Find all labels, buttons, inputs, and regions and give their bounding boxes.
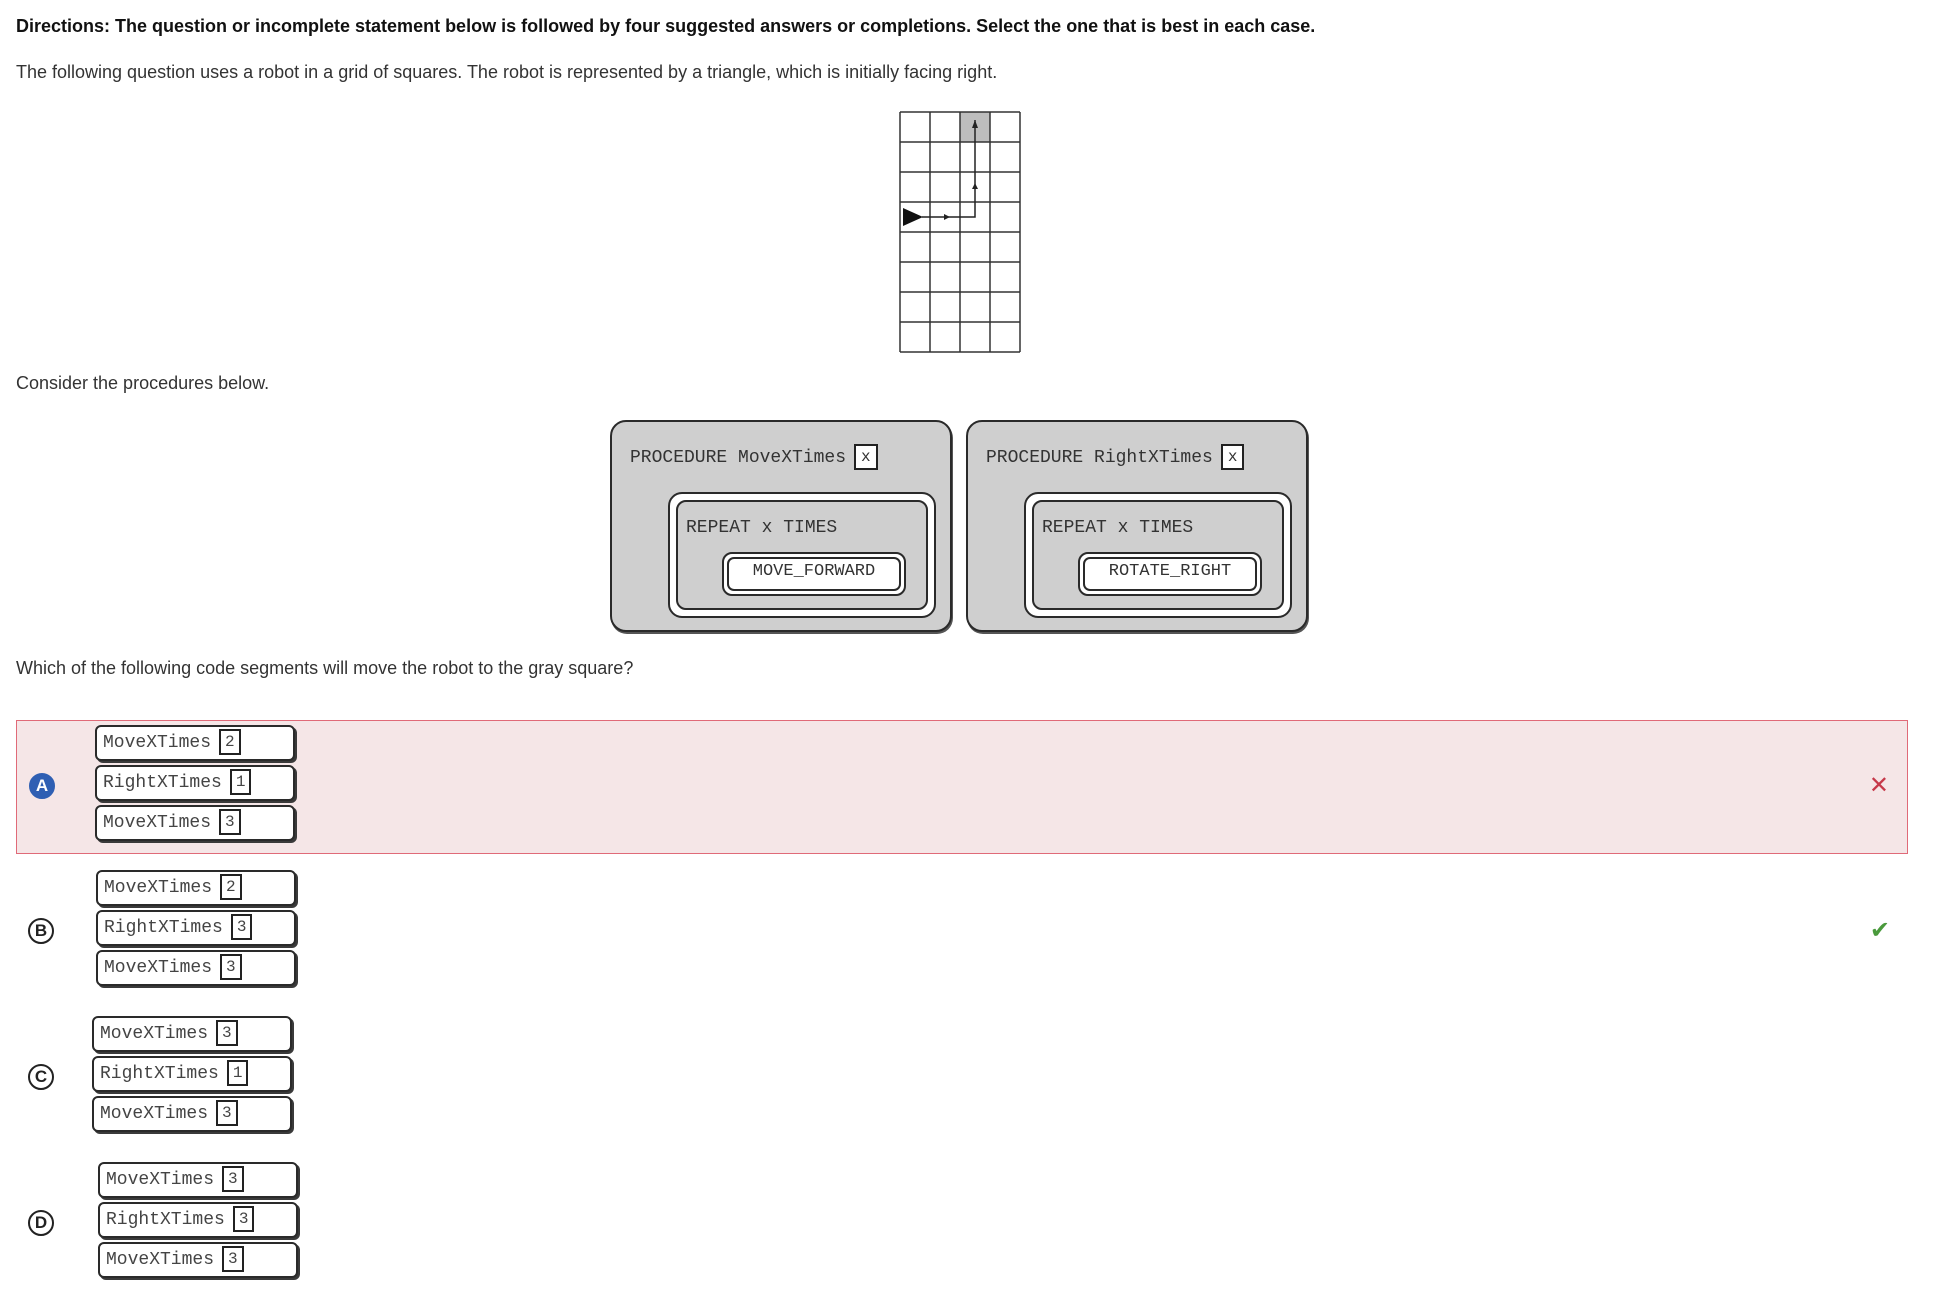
- option-c-radio[interactable]: C: [28, 1064, 54, 1090]
- argument-box: 1: [227, 1060, 249, 1086]
- code-line: RightXTimes 3: [98, 1202, 298, 1238]
- path-arrowhead: [972, 183, 978, 189]
- procedures-figure: [610, 420, 1310, 634]
- option-a[interactable]: [16, 720, 1908, 854]
- argument-box: 3: [220, 954, 242, 980]
- procedure-header: [986, 444, 1244, 470]
- directions-text: Directions: The question or incomplete statement below is followed by four suggested answers or completions. Select the one that is best in each case.: [16, 16, 1316, 36]
- procedure-rightxtimes: [966, 420, 1308, 632]
- consider-text: Consider the procedures below.: [16, 373, 270, 393]
- code-segment: [98, 1162, 298, 1282]
- code-line: MoveXTimes 2: [95, 725, 295, 761]
- argument-box: 3: [219, 809, 241, 835]
- argument-box: 3: [222, 1166, 244, 1192]
- intro-text: The following question uses a robot in a grid of squares. The robot is represented by a triangle, which is initially facing right.: [16, 62, 998, 82]
- robot-grid-figure: [898, 110, 1022, 359]
- command-block: [722, 552, 906, 596]
- code-segment: [92, 1016, 292, 1136]
- argument-box: 2: [220, 874, 242, 900]
- repeat-label: REPEAT x TIMES: [686, 518, 838, 538]
- argument-box: 2: [219, 729, 241, 755]
- code-line: MoveXTimes 2: [96, 870, 296, 906]
- procedure-name: PROCEDURE MoveXTimes: [630, 447, 847, 468]
- command-block: [1078, 552, 1262, 596]
- argument-box: 3: [216, 1100, 238, 1126]
- code-line: RightXTimes 1: [95, 765, 295, 801]
- option-d-radio[interactable]: D: [28, 1210, 54, 1236]
- option-a-radio[interactable]: A: [29, 773, 55, 799]
- code-line: MoveXTimes 3: [96, 950, 296, 986]
- procedure-name: PROCEDURE RightXTimes: [986, 447, 1213, 468]
- command-label: MOVE_FORWARD: [727, 557, 901, 591]
- repeat-label: REPEAT x TIMES: [1042, 518, 1194, 538]
- command-label: ROTATE_RIGHT: [1083, 557, 1257, 591]
- repeat-block: [668, 492, 936, 618]
- path-arrowhead: [944, 214, 950, 220]
- argument-box: 3: [233, 1206, 255, 1232]
- option-b[interactable]: [16, 866, 1908, 1000]
- procedure-movextimes: [610, 420, 952, 632]
- procedure-param: x: [854, 444, 878, 470]
- procedure-header: [630, 444, 878, 470]
- x-icon: ✕: [1868, 772, 1889, 799]
- argument-box: 3: [222, 1246, 244, 1272]
- question-text: Which of the following code segments will move the robot to the gray square?: [16, 658, 634, 678]
- code-line: MoveXTimes 3: [95, 805, 295, 841]
- code-line: MoveXTimes 3: [98, 1242, 298, 1278]
- option-b-radio[interactable]: B: [28, 918, 54, 944]
- option-d[interactable]: [16, 1158, 1908, 1292]
- check-icon: ✔: [1869, 917, 1890, 944]
- argument-box: 3: [231, 914, 253, 940]
- code-line: MoveXTimes 3: [98, 1162, 298, 1198]
- option-c[interactable]: [16, 1012, 1908, 1146]
- repeat-block: [1024, 492, 1292, 618]
- code-segment: [95, 725, 295, 845]
- robot-grid: [898, 110, 1022, 354]
- argument-box: 3: [216, 1020, 238, 1046]
- code-line: MoveXTimes 3: [92, 1016, 292, 1052]
- robot-triangle: [903, 208, 923, 226]
- code-line: RightXTimes 3: [96, 910, 296, 946]
- code-line: MoveXTimes 3: [92, 1096, 292, 1132]
- code-line: RightXTimes 1: [92, 1056, 292, 1092]
- procedure-param: x: [1221, 444, 1245, 470]
- argument-box: 1: [230, 769, 252, 795]
- code-segment: [96, 870, 296, 990]
